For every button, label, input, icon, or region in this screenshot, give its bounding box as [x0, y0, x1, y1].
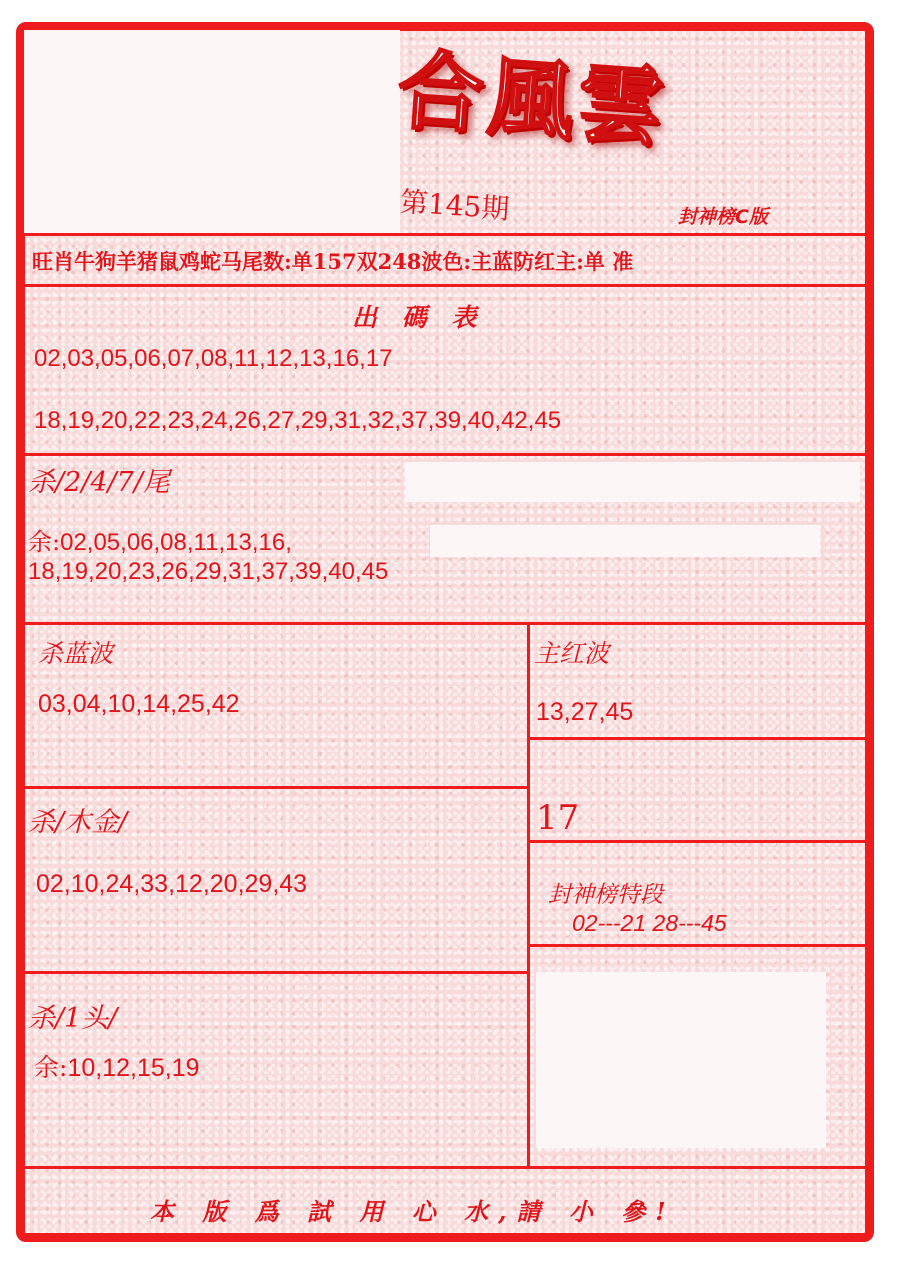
info-line: 旺肖牛狗羊猪鼠鸡蛇马尾数:单157双248波色:主蓝防红主:单 准 [32, 249, 634, 274]
masked-area [536, 972, 826, 1148]
divider [527, 622, 530, 1168]
divider [24, 622, 866, 625]
special-section-title: 封神榜特段 [548, 882, 663, 908]
kill-tail-row-1: 02,05,06,08,11,13,16, [60, 529, 292, 556]
divider [24, 284, 866, 287]
remain-label: 余: [34, 1053, 68, 1082]
masked-logo-area [24, 30, 400, 233]
kill-element-title: 杀/木金/ [28, 807, 128, 838]
remain-label: 余: [28, 528, 61, 556]
divider [529, 840, 866, 843]
kill-tail-row-2: 18,19,20,23,26,29,31,37,39,40,45 [28, 558, 389, 585]
kill-tail-remain [28, 522, 292, 557]
kill-head-title: 杀/1头/ [28, 1003, 118, 1034]
edition-label: 封神榜C版 [678, 206, 768, 228]
divider [529, 737, 866, 740]
code-table-row-2: 18,19,20,22,23,24,26,27,29,31,32,37,39,40,42,45 [34, 407, 562, 434]
special-section-values: 02---21 28---45 [572, 910, 727, 936]
code-table-title: 出 碼 表 [352, 303, 485, 332]
divider [24, 971, 529, 974]
divider [24, 453, 866, 456]
page-title: 合風雲 [394, 39, 671, 160]
kill-head-remain [34, 1048, 200, 1084]
kill-element-values: 02,10,24,33,12,20,29,43 [36, 870, 308, 898]
main-red-values: 13,27,45 [536, 698, 634, 726]
main-red-title: 主红波 [534, 639, 610, 668]
kill-head-values: 10,12,15,19 [67, 1054, 200, 1082]
code-table-row-1: 02,03,05,06,07,08,11,12,13,16,17 [34, 345, 393, 372]
divider [24, 786, 529, 789]
footer-note: 本 版 爲 試 用 心 水,請 小 參! [150, 1197, 676, 1226]
masked-area [430, 525, 820, 557]
divider [24, 233, 866, 236]
kill-tail-title: 杀/2/4/7/尾 [28, 467, 170, 498]
masked-area [405, 462, 860, 502]
divider [24, 1166, 866, 1169]
kill-blue-values: 03,04,10,14,25,42 [38, 690, 240, 718]
divider [529, 944, 866, 947]
issue-number: 第145期 [398, 185, 511, 226]
single-number: 17 [536, 798, 580, 838]
kill-blue-title: 杀蓝波 [38, 639, 114, 668]
